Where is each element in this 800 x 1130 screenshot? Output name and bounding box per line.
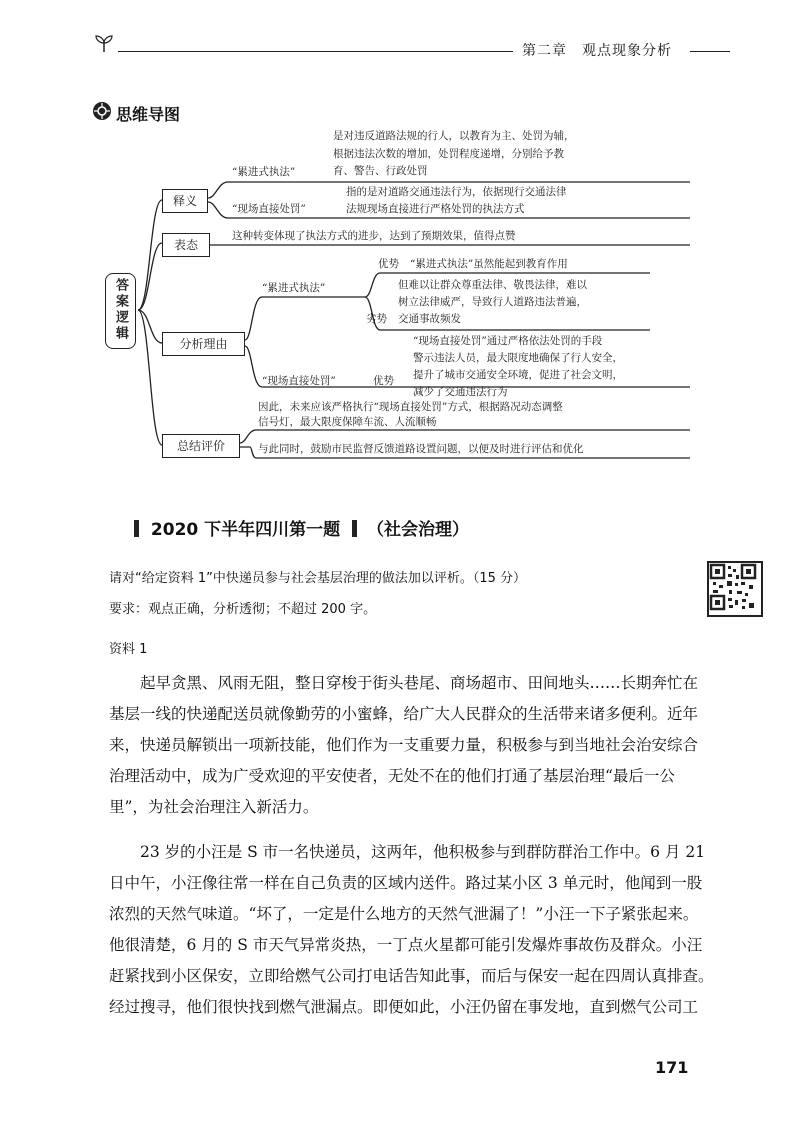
node-zongjie: 总结评价	[162, 434, 240, 458]
paragraph-line: 他很清楚，6 月的 S 市天气异常炎热，一丁点火星都可能引发爆炸事故伤及群众。小汪	[109, 936, 703, 954]
page-number: 171	[655, 1058, 689, 1077]
zongjie-line1: 因此，未来应该严格执行“现场直接处罚”方式，根据路况动态调整	[258, 401, 563, 413]
paragraph-line: 赶紧找到小区保安，立即给燃气公司打电话告知此事，而后与保安一起在四周认真排查。	[109, 967, 714, 985]
material-label: 资料 1	[109, 642, 148, 657]
paragraph-line: 经过搜寻，他们很快找到燃气泄漏点。即便如此，小汪仍留在事发地，直到燃气公司工	[109, 998, 699, 1016]
question-tag: （社会治理）	[367, 520, 469, 540]
fenxi-label1: “累进式执法”	[262, 282, 326, 294]
shiyi-text1-line1: 是对违反道路法规的行人，以教育为主、处罚为辅，	[333, 130, 575, 142]
section-title: 思维导图	[116, 105, 181, 124]
biaotai-text: 这种转变体现了执法方式的进步，达到了预期效果，值得点赞	[232, 230, 516, 242]
node-biaotai: 表态	[162, 233, 210, 257]
fenxi-youshi-text: “累进式执法”虽然能起到教育作用	[410, 258, 568, 270]
paragraph-line: 治理活动中，成为广受欢迎的平安使者，无处不在的他们打通了基层治理“最后一公	[109, 767, 675, 785]
shiyi-label1: “累进式执法”	[232, 166, 296, 178]
shiyi-text2-line2: 法规现场直接进行严格处罚的执法方式	[346, 203, 525, 215]
paragraph-line: 来，快递员解锁出一项新技能，他们作为一支重要力量，积极参与到当地社会治安综合	[109, 736, 699, 754]
paragraph-line: 起早贪黑、风雨无阻，整日穿梭于街头巷尾、商场超市、田间地头……长期奔忙在	[140, 674, 699, 692]
title-bar-left	[134, 520, 139, 537]
fenxi-text2-line4: 减少了交通违法行为	[413, 386, 508, 398]
qr-code-icon	[707, 561, 763, 617]
question-title	[134, 515, 469, 540]
fenxi-text2-line1: “现场直接处罚”通过严格依法处罚的手段	[413, 335, 603, 347]
paragraph-line: 里”，为社会治理注入新活力。	[109, 798, 319, 816]
fenxi-youshi2-label: 优势	[373, 375, 394, 387]
paragraph-line: 23 岁的小汪是 S 市一名快递员，这两年，他积极参与到群防群治工作中。6 月 21	[140, 843, 706, 861]
shiyi-text2-line1: 指的是对道路交通违法行为，依据现行交通法律	[346, 186, 567, 198]
zongjie-line3: 与此同时，鼓励市民监督反馈道路设置问题，以便及时进行评估和优化	[258, 443, 584, 455]
paragraph-line: 浓烈的天然气味道。“坏了，一定是什么地方的天然气泄漏了！”小汪一下子紧张起来。	[109, 905, 699, 923]
shiyi-text1-line3: 育、警告、行政处罚	[333, 165, 428, 177]
fenxi-lieshi-line2: 树立法律威严，导致行人道路违法普遍，	[398, 296, 587, 308]
root-label: 答案逻辑	[113, 278, 128, 342]
node-shiyi: 释义	[162, 189, 208, 213]
question-prompt: 请对“给定资料 1”中快递员参与社会基层治理的做法加以评析。（15 分）	[109, 571, 527, 586]
fenxi-text2-line3: 提升了城市交通安全环境，促进了社会文明，	[413, 369, 623, 381]
fenxi-lieshi-line3: 交通事故频发	[398, 313, 461, 325]
chapter-title: 第二章 观点现象分析	[522, 43, 672, 59]
fenxi-label2: “现场直接处罚”	[262, 375, 336, 387]
node-fenxi: 分析理由	[162, 332, 245, 356]
title-bar-right	[352, 520, 357, 537]
shiyi-text1-line2: 根据违法次数的增加，处罚程度递增，分别给予教	[333, 148, 564, 160]
material-body	[109, 668, 714, 1023]
mindmap-root	[105, 273, 136, 349]
question-title-text: 2020 下半年四川第一题	[150, 520, 341, 540]
fenxi-lieshi-label: 劣势	[366, 313, 387, 325]
paragraph-line: 日中午，小汪像往常一样在自己负责的区域内送件。路过某小区 3 单元时，他闻到一股	[109, 874, 703, 892]
fenxi-text2-line2: 警示违法人员，最大限度地确保了行人安全，	[413, 352, 623, 364]
shiyi-label2: “现场直接处罚”	[232, 203, 306, 215]
fenxi-lieshi-line1: 但难以让群众尊重法律、敬畏法律，难以	[398, 279, 587, 291]
question-requirement: 要求：观点正确，分析透彻；不超过 200 字。	[109, 602, 377, 617]
zongjie-line2: 信号灯，最大限度保障车流、人流顺畅	[258, 416, 437, 428]
paragraph-line: 基层一线的快递配送员就像勤劳的小蜜蜂，给广大人民群众的生活带来诸多便利。近年	[109, 705, 699, 723]
fenxi-youshi-label: 优势	[378, 258, 399, 270]
